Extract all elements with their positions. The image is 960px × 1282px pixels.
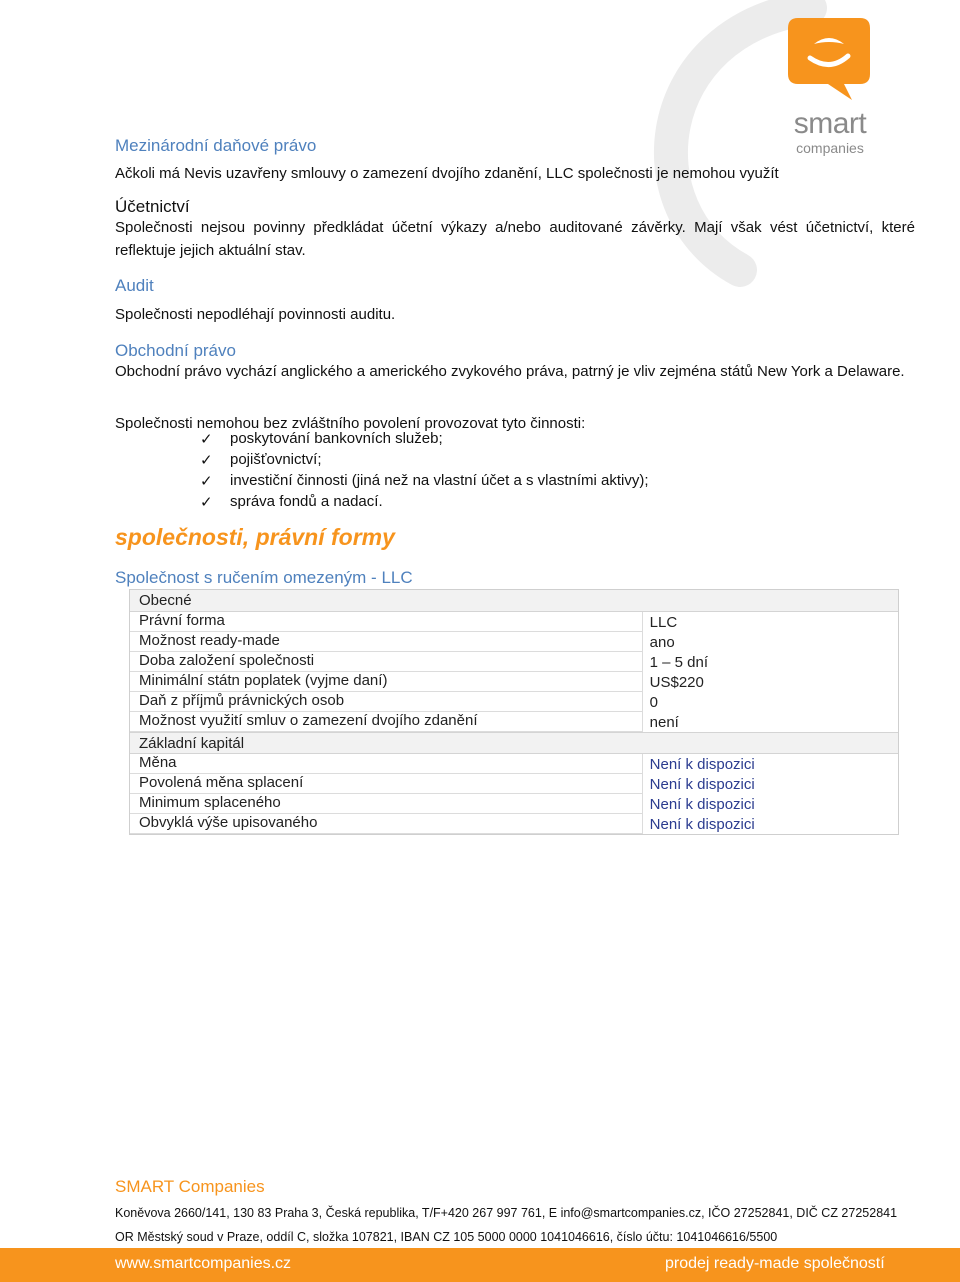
table-cell-label: Minimum splaceného [130, 794, 643, 814]
table-row [130, 794, 898, 814]
section-title: společnosti, právní formy [115, 524, 395, 550]
audit-heading: Audit [115, 276, 154, 295]
list-item [200, 428, 649, 449]
table-cell-label: Doba založení společnosti [130, 652, 643, 672]
table-row [130, 652, 898, 672]
accounting-heading: Účetnictví [115, 197, 190, 216]
table-cell-value: Není k dispozici [649, 775, 755, 793]
table-cell-value: LLC [649, 613, 678, 631]
activities-list [200, 428, 649, 512]
table-cell-label: Minimální státn poplatek (vyjme daní) [130, 672, 643, 692]
table-row [130, 692, 898, 712]
list-item-text: investiční činnosti (jiná než na vlastní účet a s vlastními aktivy); [230, 472, 649, 489]
table-cell-label: Právní forma [130, 612, 643, 632]
table-cell-label: Možnost využití smluv o zamezení dvojího zdanění [130, 712, 643, 732]
speech-bubble-icon [784, 14, 874, 104]
smart-companies-logo [780, 14, 880, 154]
table-row [130, 672, 898, 692]
table-cell-value: ano [649, 633, 675, 651]
checkmark-icon: ✓ [200, 451, 213, 469]
list-item-text: poskytování bankovních služeb; [230, 430, 443, 447]
activities-intro: Společnosti nemohou bez zvláštního povolení provozovat tyto činnosti: [115, 415, 586, 432]
commercial-law-heading: Obchodní právo [115, 341, 236, 360]
table-cell-label: Povolená měna splacení [130, 774, 643, 794]
table-cell-value: 1 – 5 dní [649, 653, 709, 671]
table-row [130, 612, 898, 632]
checkmark-icon: ✓ [200, 472, 213, 490]
intl-tax-text: Ačkoli má Nevis uzavřeny smlouvy o zamezení dvojího zdanění, LLC společnosti je nemohou využít [115, 165, 779, 182]
footer-slogan: prodej ready-made společností [665, 1255, 885, 1272]
checkmark-icon: ✓ [200, 430, 213, 448]
intl-tax-heading: Mezinárodní daňové právo [115, 136, 317, 155]
table-cell-value: US$220 [649, 673, 704, 691]
footer-website-link[interactable]: www.smartcompanies.cz [115, 1255, 292, 1272]
table-group-header: Obecné [130, 590, 898, 612]
list-item-text: správa fondů a nadací. [230, 493, 383, 510]
logo-word-companies: companies [796, 140, 864, 156]
footer-address: Koněvova 2660/141, 130 83 Praha 3, Česká republika, T/F+420 267 997 761, E info@smartcompanies.cz, IČO 27252841, DIČ CZ 27252841 [115, 1206, 898, 1220]
table-group-header: Základní kapitál [130, 732, 898, 754]
footer-brand: SMART Companies [115, 1177, 265, 1196]
table-cell-value: Není k dispozici [649, 755, 755, 773]
logo-word-smart: smart [793, 107, 867, 140]
accounting-text: Společnosti nejsou povinny předkládat účetní výkazy a/nebo auditované závěrky. Mají však vést účetnictví, které reflektuje jejich aktuální stav. [115, 219, 915, 259]
commercial-law-text: Obchodní právo vychází anglického a amerického zvykového práva, patrný je vliv zejména států New York a Delaware. [115, 363, 905, 380]
checkmark-icon: ✓ [200, 493, 213, 511]
list-item [200, 449, 649, 470]
footer-registry: OR Městský soud v Praze, oddíl C, složka 107821, IBAN CZ 105 5000 0000 1041046616, číslo účtu: 1041046616/5500 [115, 1230, 778, 1244]
table-cell-value: Není k dispozici [649, 815, 755, 833]
table-row [130, 774, 898, 794]
table-row [130, 754, 898, 774]
list-item [200, 470, 649, 491]
table-cell-label: Měna [130, 754, 643, 774]
table-cell-value: Není k dispozici [649, 795, 755, 813]
table-cell-label: Obvyklá výše upisovaného [130, 814, 643, 834]
table-row [130, 632, 898, 652]
list-item-text: pojišťovnictví; [230, 451, 322, 468]
table-cell-value: není [649, 713, 679, 731]
table-cell-label: Možnost ready-made [130, 632, 643, 652]
llc-title: Společnost s ručením omezeným - LLC [115, 568, 413, 587]
table-cell-label: Daň z příjmů právnických osob [130, 692, 643, 712]
llc-info-table [129, 589, 899, 835]
audit-text: Společnosti nepodléhají povinnosti auditu. [115, 306, 396, 323]
table-row [130, 814, 898, 834]
list-item [200, 491, 649, 512]
table-cell-value: 0 [649, 693, 658, 711]
table-row [130, 712, 898, 732]
